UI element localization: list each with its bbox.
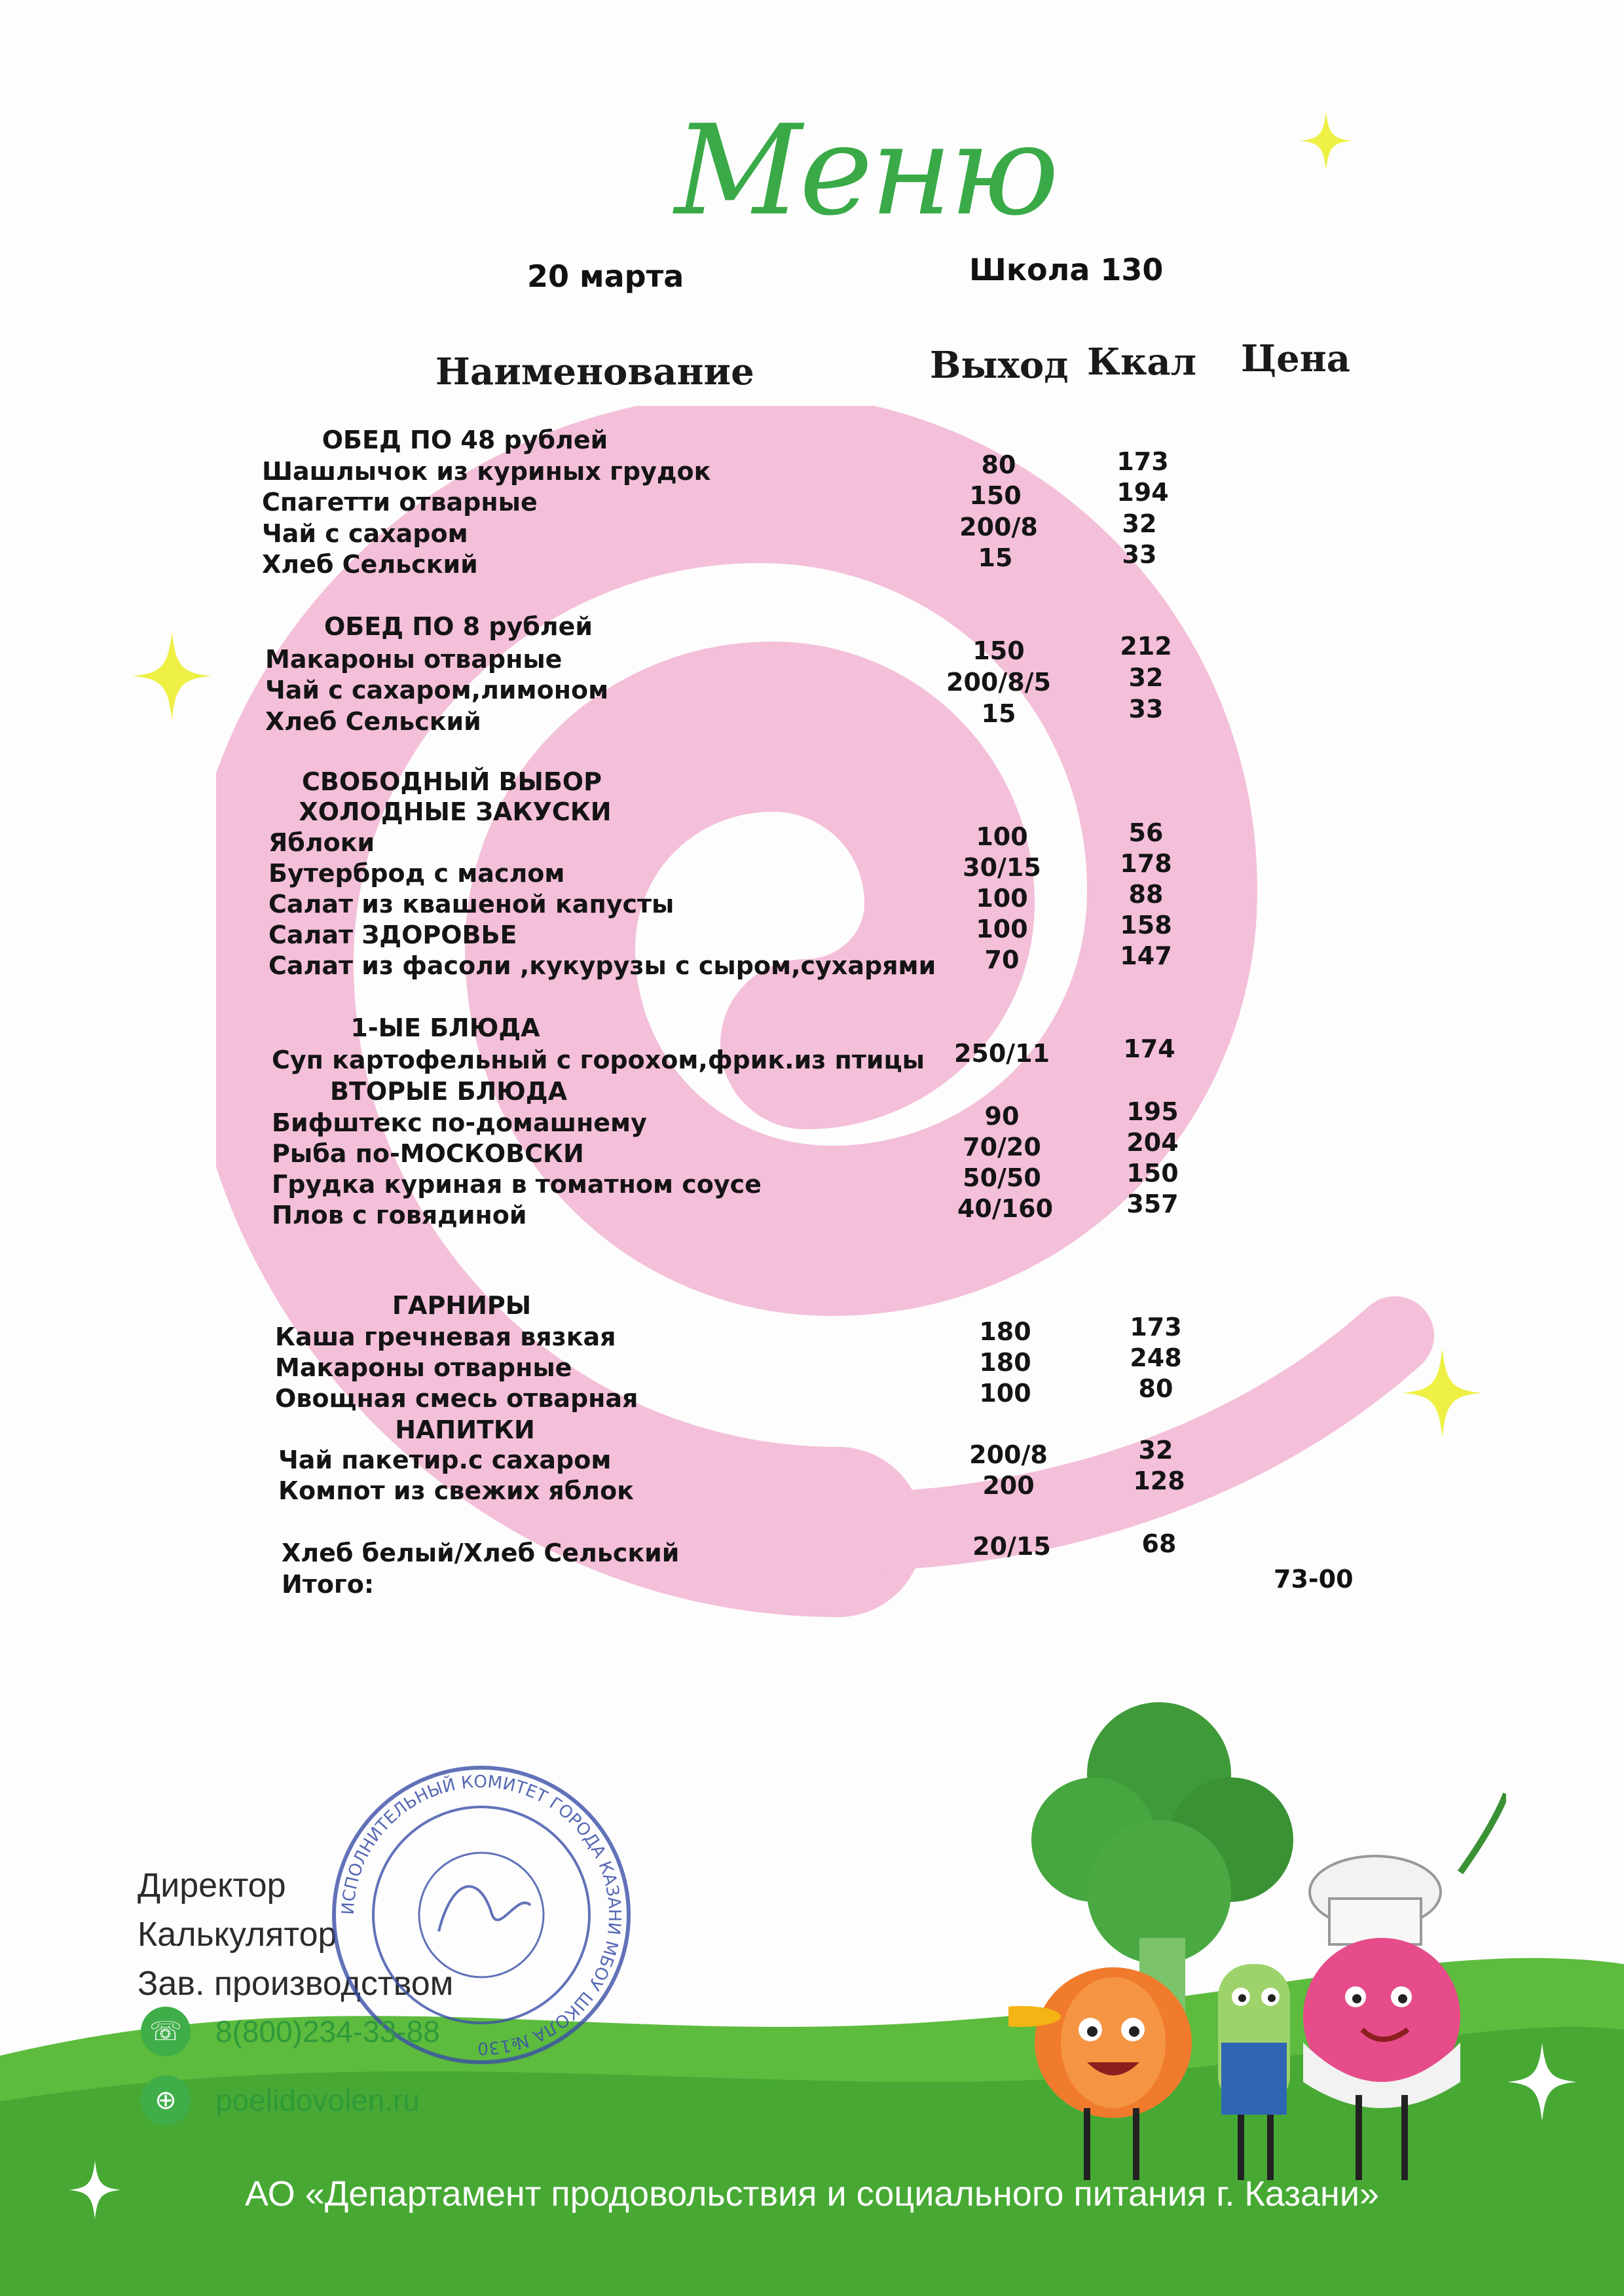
section-title: НАПИТКИ — [395, 1415, 535, 1444]
menu-item-kcal: 195 — [1126, 1097, 1179, 1126]
signature-production-head: Зав. производством — [138, 1965, 454, 2003]
menu-item-output: 200/8 — [969, 1440, 1048, 1469]
menu-item-name: Чай с сахаром,лимоном — [265, 676, 609, 704]
menu-item-name: Макароны отварные — [265, 645, 563, 674]
menu-item-kcal: 33 — [1122, 540, 1157, 569]
menu-item-kcal: 204 — [1126, 1128, 1179, 1157]
page-title: Меню — [674, 98, 1057, 243]
menu-item-output: 100 — [979, 1379, 1031, 1408]
contact-website — [141, 2075, 420, 2125]
menu-item-output: 20/15 — [972, 1532, 1051, 1561]
menu-item-kcal: 33 — [1128, 695, 1164, 723]
contact-phone — [141, 2007, 440, 2056]
menu-item-output: 80 — [981, 450, 1016, 479]
menu-item-name: Хлеб Сельский — [265, 707, 481, 736]
menu-item-output: 100 — [976, 822, 1028, 851]
menu-item-output: 200/8/5 — [946, 668, 1051, 697]
menu-item-name: Салат ЗДОРОВЬЕ — [268, 920, 517, 949]
total-price: 73-00 — [1274, 1565, 1354, 1594]
menu-item-name: Грудка куриная в томатном соусе — [272, 1170, 762, 1199]
phone-number: 8(800)234-33-88 — [215, 2014, 440, 2049]
menu-item-kcal: 173 — [1116, 447, 1169, 476]
menu-item-kcal: 56 — [1128, 818, 1164, 847]
signature-director: Директор — [138, 1867, 286, 1904]
menu-item-output: 15 — [981, 699, 1016, 728]
menu-item-name: Салат из фасоли ,кукурузы с сыром,сухарями — [268, 951, 936, 980]
menu-item-output: 50/50 — [963, 1163, 1041, 1192]
menu-item-output: 40/160 — [957, 1194, 1054, 1223]
menu-item-kcal: 248 — [1130, 1343, 1182, 1372]
section-subtitle: ХОЛОДНЫЕ ЗАКУСКИ — [299, 797, 612, 826]
section-title: ВТОРЫЕ БЛЮДА — [330, 1077, 567, 1106]
column-header-price: Цена — [1241, 337, 1351, 380]
total-label: Итого: — [282, 1570, 375, 1599]
column-header-kcal: Ккал — [1087, 340, 1197, 384]
website-link[interactable]: poelidovolen.ru — [215, 2083, 420, 2117]
menu-item-name: Яблоки — [268, 828, 375, 857]
menu-item-name: Хлеб белый/Хлеб Сельский — [282, 1539, 680, 1567]
menu-item-kcal: 173 — [1130, 1313, 1182, 1341]
column-header-name: Наименование — [435, 350, 754, 393]
menu-item-name: Шашлычок из куриных грудок — [262, 457, 711, 486]
section-title: СВОБОДНЫЙ ВЫБОР — [302, 767, 602, 796]
menu-item-output: 100 — [976, 884, 1028, 913]
menu-item-name: Салат из квашеной капусты — [268, 890, 674, 919]
menu-item-name: Бутерброд с маслом — [268, 859, 565, 888]
section-title: ОБЕД ПО 8 рублей — [323, 612, 593, 641]
column-header-output: Выход — [930, 344, 1069, 387]
menu-item-kcal: 32 — [1128, 663, 1164, 692]
menu-item-kcal: 32 — [1122, 509, 1157, 538]
menu-item-kcal: 128 — [1133, 1467, 1185, 1495]
menu-item-kcal: 174 — [1123, 1034, 1175, 1063]
menu-item-kcal: 194 — [1116, 478, 1169, 507]
menu-item-name: Плов с говядиной — [272, 1201, 527, 1230]
menu-item-name: Спагетти отварные — [262, 488, 538, 517]
menu-item-kcal: 178 — [1120, 849, 1172, 878]
menu-item-output: 150 — [972, 636, 1025, 665]
beet-chef-mascot — [1303, 1794, 1506, 2180]
menu-item-kcal: 32 — [1138, 1436, 1173, 1465]
menu-item-name: Овощная смесь отварная — [275, 1384, 638, 1413]
menu-item-name: Хлеб Сельский — [262, 550, 478, 579]
menu-item-output: 70/20 — [963, 1133, 1041, 1161]
menu-item-name: Макароны отварные — [275, 1353, 572, 1382]
menu-item-output: 90 — [984, 1102, 1020, 1131]
menu-item-output: 200/8 — [959, 513, 1038, 541]
menu-item-kcal: 68 — [1141, 1529, 1177, 1558]
menu-item-kcal: 150 — [1126, 1159, 1179, 1188]
section-title: 1-ЫЕ БЛЮДА — [350, 1013, 540, 1042]
section-title: ГАРНИРЫ — [392, 1291, 532, 1320]
phone-icon: ☏ — [141, 2007, 191, 2056]
onion-mascot — [1008, 1967, 1192, 2180]
menu-item-kcal: 212 — [1120, 632, 1172, 661]
menu-item-output: 150 — [969, 481, 1022, 510]
menu-item-name: Рыба по-МОСКОВСКИ — [272, 1139, 584, 1168]
menu-item-output: 180 — [979, 1317, 1031, 1346]
menu-item-output: 15 — [978, 543, 1013, 572]
menu-item-output: 200 — [982, 1471, 1035, 1500]
menu-item-kcal: 357 — [1126, 1190, 1179, 1218]
globe-icon: ⊕ — [141, 2075, 191, 2125]
menu-item-kcal: 158 — [1120, 911, 1172, 939]
school-name: Школа 130 — [969, 252, 1164, 287]
menu-item-output: 100 — [976, 915, 1028, 943]
vegetable-mascots-illustration — [1008, 1676, 1506, 2187]
signature-calculator: Калькулятор — [138, 1916, 337, 1954]
menu-item-name: Компот из свежих яблок — [278, 1476, 634, 1505]
menu-date: 20 марта — [527, 259, 684, 294]
menu-item-name: Чай пакетир.с сахаром — [278, 1446, 612, 1474]
menu-item-kcal: 147 — [1120, 941, 1172, 970]
celery-mascot — [1218, 1964, 1290, 2180]
menu-item-kcal: 80 — [1138, 1374, 1173, 1403]
menu-item-kcal: 88 — [1128, 880, 1164, 909]
section-title: ОБЕД ПО 48 рублей — [322, 426, 608, 454]
menu-item-name: Чай с сахаром — [262, 519, 468, 548]
menu-item-output: 30/15 — [963, 853, 1041, 882]
menu-item-output: 250/11 — [953, 1039, 1050, 1068]
menu-item-name: Суп картофельный с горохом,фрик.из птицы — [272, 1046, 925, 1074]
menu-item-output: 180 — [979, 1348, 1031, 1377]
svg-text:ИСПОЛНИТЕЛЬНЫЙ КОМИТЕТ ГОРОДА: ИСПОЛНИТЕЛЬНЫЙ КОМИТЕТ ГОРОДА КАЗАНИ МБОУ ШКОЛА №130 — [338, 1772, 625, 2058]
menu-item-output: 70 — [984, 945, 1020, 974]
footer-organization: АО «Департамент продовольствия и социального питания г. Казани» — [244, 2174, 1380, 2214]
menu-item-name: Каша гречневая вязкая — [275, 1322, 616, 1351]
menu-item-name: Бифштекс по-домашнему — [272, 1108, 647, 1137]
